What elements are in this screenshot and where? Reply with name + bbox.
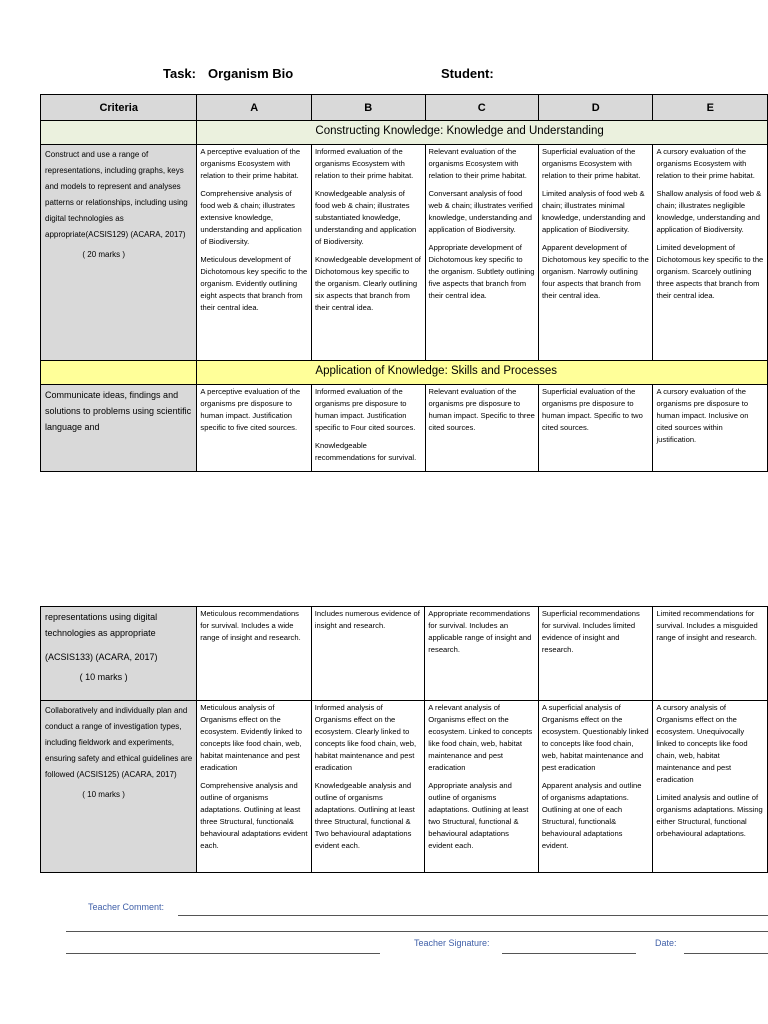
descriptor: Relevant evaluation of the organisms Ecosystem with relation to their prime habitat. — [428, 147, 527, 180]
descriptor: Shallow analysis of food web & chain; illustrates negligible knowledge, understanding and application of Biodiversity. — [656, 189, 762, 234]
descriptor: Meticulous analysis of Organisms effect on the ecosystem. Evidently linked to concepts like food chain, web, habitat maintenance and pest eradication — [200, 703, 302, 772]
rubric-cell-c — [425, 145, 538, 361]
descriptor: Limited analysis and outline of organisms adaptations. Missing either Structural, functional orbehavioural adaptations. — [656, 793, 763, 838]
rubric-cell-a — [197, 145, 312, 361]
criteria-text: Construct and use a range of representations, including graphs, keys and models to represent and analyses patterns or relationships, including using digital technologies as appropriate(ACSIS129) (ACARA, 2017) — [45, 150, 188, 239]
descriptor: Informed analysis of Organisms effect on the ecosystem. Clearly linked to concepts like food chain, web, habitat maintenance and pest eradication — [314, 703, 417, 772]
descriptor: Relevant evaluation of the organisms pre disposure to human impact. Specific to three cited sources. — [428, 387, 535, 432]
rubric-cell-d — [539, 145, 653, 361]
column-header-b: B — [311, 95, 425, 121]
descriptor: Limited recommendations for survival. Includes a misguided range of insight and research. — [656, 609, 758, 642]
rubric-cell-b — [311, 701, 425, 873]
column-header-a: A — [197, 95, 312, 121]
rubric-table-upper — [40, 94, 768, 472]
table-row — [41, 607, 768, 701]
rubric-cell-c — [425, 607, 539, 701]
descriptor: Comprehensive analysis and outline of organisms adaptations. Outlining at least three Structural, functional& behavioural adaptations evident each. — [200, 781, 308, 850]
task-value: Organism Bio — [208, 66, 294, 81]
teacher-comment-line-2[interactable] — [66, 931, 768, 932]
descriptor: Appropriate recommendations for survival. Includes an applicable range of insight and research. — [428, 609, 532, 654]
column-header-e: E — [653, 95, 768, 121]
rubric-cell-e — [653, 145, 768, 361]
teacher-comment-label: Teacher Comment: — [88, 902, 165, 912]
descriptor: Limited analysis of food web & chain; illustrates minimal knowledge, understanding and application of Biodiversity. — [542, 189, 646, 234]
descriptor: Meticulous development of Dichotomous key specific to the organism. Evidently outlining eight aspects that branch from their central idea. — [200, 255, 308, 312]
descriptor: Superficial recommendations for survival. Includes limited evidence of insight and research. — [541, 609, 640, 654]
descriptor: Informed evaluation of the organisms pre disposure to human impact. Justification specific to Four cited sources. — [314, 387, 416, 432]
criteria-cell — [41, 701, 197, 873]
descriptor: Knowledgeable analysis of food web & chain; illustrates substantiated knowledge, understanding and application of Biodiversity. — [314, 189, 417, 246]
descriptor: Apparent development of Dichotomous key specific to the organism. Narrowly outlining four aspects that branch from their central idea. — [542, 243, 649, 300]
rubric-cell-d — [538, 701, 653, 873]
teacher-comment-line-1[interactable] — [178, 915, 768, 916]
descriptor: Limited development of Dichotomous key specific to the organism. Scarcely outlining three aspects that branch from their central idea. — [656, 243, 764, 300]
descriptor: A cursory analysis of Organisms effect on the ecosystem. Unequivocally linked to concepts like food chain, web, habitat maintenance and pest eradication — [656, 703, 748, 784]
descriptor: A cursory evaluation of the organisms pre disposure to human impact. Inclusive on cited sources within justification. — [656, 387, 749, 444]
criteria-text: representations using digital technologies as appropriate — [45, 612, 158, 638]
table-row — [41, 145, 768, 361]
descriptor: Appropriate development of Dichotomous key specific to the organism. Subtlety outlining five aspects that branch from their central idea. — [428, 243, 535, 300]
teacher-comment-line-3[interactable] — [66, 953, 380, 954]
table-row — [41, 385, 768, 472]
date-line[interactable] — [684, 953, 768, 954]
column-header-d: D — [539, 95, 653, 121]
section-spacer — [41, 121, 197, 145]
rubric-cell-b — [311, 145, 425, 361]
criteria-code: (ACSIS133) (ACARA, 2017) — [45, 652, 158, 662]
task-label: Task: — [163, 66, 196, 81]
descriptor: Conversant analysis of food web & chain; illustrates verified knowledge, understanding and application of Biodiversity. — [428, 189, 533, 234]
rubric-cell-d — [538, 607, 653, 701]
descriptor: Knowledgeable analysis and outline of organisms adaptations. Outlining at least three Structural, functional & Two behavioural adaptations evident each. — [314, 781, 415, 850]
criteria-cell — [41, 145, 197, 361]
section-row — [41, 121, 768, 145]
criteria-text: Collaboratively and individually plan and conduct a range of investigation types, including fieldwork and experiments, ensuring safety and ethical guidelines are followed (ACSIS125) (ACARA, 2017) — [45, 706, 193, 779]
descriptor: Informed evaluation of the organisms Ecosystem with relation to their prime habitat. — [314, 147, 414, 180]
criteria-cell — [41, 607, 197, 701]
teacher-signature-line[interactable] — [502, 953, 636, 954]
marks-label: ( 10 marks ) — [82, 790, 125, 799]
section-row — [41, 361, 768, 385]
marks-label: ( 20 marks ) — [82, 250, 126, 259]
marks-label: ( 10 marks ) — [79, 672, 128, 682]
date-label: Date: — [655, 938, 677, 948]
task-header — [0, 66, 768, 84]
descriptor: Comprehensive analysis of food web & chain; illustrates extensive knowledge, understanding and application of Biodiversity. — [200, 189, 302, 246]
rubric-table-lower — [40, 606, 768, 873]
table-row — [41, 701, 768, 873]
rubric-cell-d — [539, 385, 653, 472]
rubric-cell-e — [653, 607, 768, 701]
descriptor: A perceptive evaluation of the organisms Ecosystem with relation to their prime habitat. — [200, 147, 301, 180]
rubric-cell-a — [197, 607, 312, 701]
descriptor: Knowledgeable development of Dichotomous key specific to the organism. Clearly outlining six aspects that branch from their central idea. — [314, 255, 421, 312]
descriptor: Appropriate analysis and outline of organisms adaptations. Outlining at least two Structural, functional & behavioural adaptations evident each. — [428, 781, 529, 850]
descriptor: Superficial evaluation of the organisms pre disposure to human impact. Specific to two cited sources. — [542, 387, 643, 432]
teacher-signature-label: Teacher Signature: — [414, 938, 490, 948]
criteria-cell — [41, 385, 197, 472]
rubric-cell-a — [197, 701, 312, 873]
column-header-row — [41, 95, 768, 121]
descriptor: A relevant analysis of Organisms effect on the ecosystem. Linked to concepts like food chain, web, habitat maintenance and pest eradication — [428, 703, 533, 772]
descriptor: Meticulous recommendations for survival. Includes a wide range of insight and research. — [200, 609, 301, 642]
student-label: Student: — [441, 66, 494, 81]
section-spacer — [41, 361, 197, 385]
descriptor: Includes numerous evidence of insight and research. — [314, 609, 420, 630]
section-title-skills: Application of Knowledge: Skills and Processes — [197, 361, 768, 385]
rubric-cell-c — [425, 701, 539, 873]
column-header-c: C — [425, 95, 538, 121]
descriptor: A perceptive evaluation of the organisms pre disposure to human impact. Justification specific to five cited sources. — [200, 387, 301, 432]
column-header-criteria: Criteria — [41, 95, 197, 121]
rubric-cell-b — [311, 385, 425, 472]
rubric-cell-e — [653, 701, 768, 873]
criteria-text: Communicate ideas, findings and solutions to problems using scientific language and — [45, 390, 192, 432]
descriptor: A superficial analysis of Organisms effect on the ecosystem. Questionably linked to concepts like food chain, web, habitat maintenance and pest eradication — [541, 703, 649, 772]
section-title-knowledge: Constructing Knowledge: Knowledge and Understanding — [197, 121, 768, 145]
descriptor: A cursory evaluation of the organisms Ecosystem with relation to their prime habitat. — [656, 147, 755, 180]
rubric-cell-a — [197, 385, 312, 472]
rubric-cell-c — [425, 385, 538, 472]
descriptor: Apparent analysis and outline of organisms adaptations. Outlining at one of each Structural, functional& behavioural adaptations evident. — [541, 781, 642, 850]
rubric-cell-e — [653, 385, 768, 472]
rubric-cell-b — [311, 607, 425, 701]
teacher-footer — [0, 898, 768, 968]
descriptor: Superficial evaluation of the organisms Ecosystem with relation to their prime habitat. — [542, 147, 641, 180]
descriptor: Knowledgeable recommendations for survival. — [314, 441, 417, 462]
